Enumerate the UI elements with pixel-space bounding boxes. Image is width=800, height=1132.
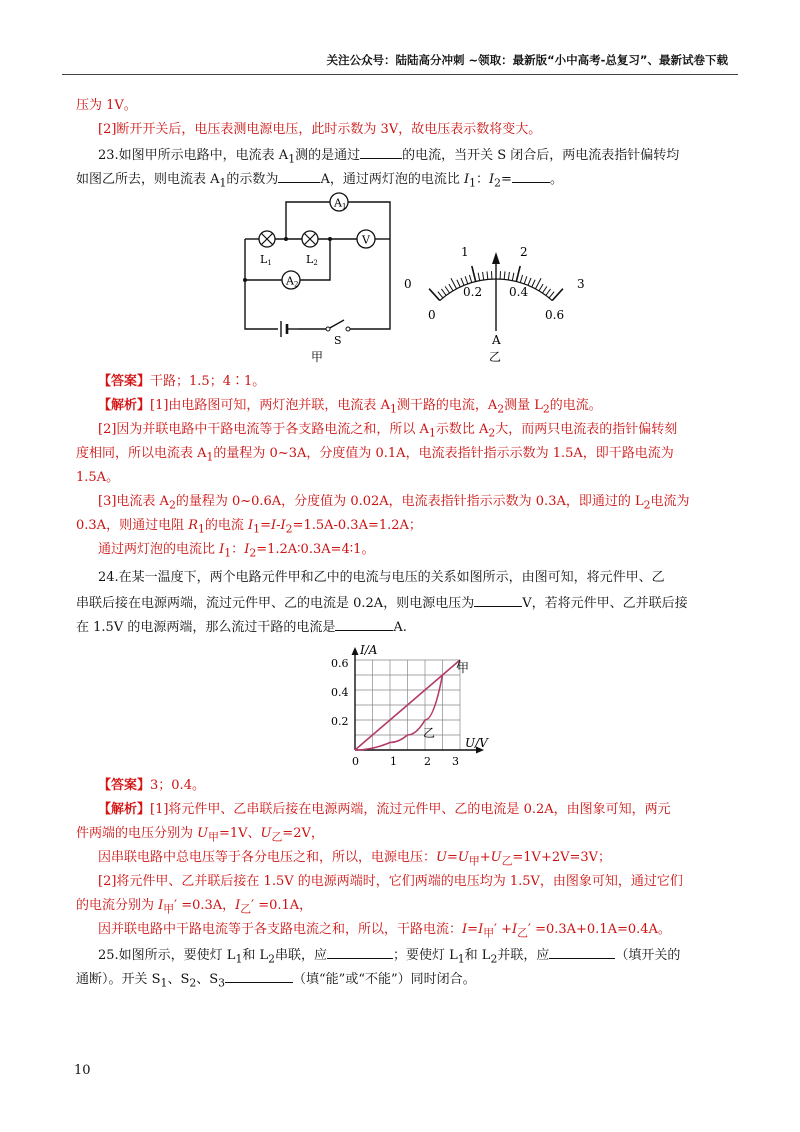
q24-analysis-2: 因串联电路中总电压等于各分电压之和，所以，电源电压：$U=U_甲+U_乙=1V+2V=3V$； (98, 850, 612, 868)
dial-tick (542, 286, 546, 293)
page-header: 关注公众号：陆陆高分冲刺 ~领取：最新版“小中高考-总复习”、最新试卷下载 (326, 53, 728, 67)
dial-tick (465, 276, 468, 284)
q23-analysis-3b: 0.3A，则通过电阻 $R_1$的电流 $I_1=I-I_2=1.5A-0.3A=1.2A$； (76, 518, 422, 536)
dial-tick (451, 278, 457, 289)
page-number: 10 (74, 1063, 91, 1078)
q25-line-1: 25.如图所示，要使灯 $L_1$和 $L_2$串联，应 ；要使灯 $L_1$和 $L_2$并联，应 （填开关的 (98, 948, 681, 966)
ammeter-A2-label: A2 (286, 274, 299, 289)
dial-tick (504, 271, 505, 279)
dial-bottom-1: 0.2 (463, 285, 483, 299)
dial-tick (508, 272, 509, 280)
dial-tick (445, 286, 449, 293)
dial-tick (528, 278, 531, 285)
dial-tick (520, 275, 522, 283)
prev-line-2: [2]断开开关后，电压表测电源电压，此时示数为 3V，故电压表示数将变大。 (98, 122, 542, 137)
junction-dot (243, 278, 247, 282)
q24-analysis-3a: [2]将元件甲、乙并联后接在 1.5V 的电源两端时，它们两端的电压均为 1.5V，由图象可知，通过它们 (98, 874, 683, 889)
dial-tick (512, 273, 514, 281)
circuit-diagram (245, 202, 390, 337)
prev-line-1: 压为 1V。 (76, 98, 137, 113)
dial-tick (472, 266, 476, 282)
dial-tick (535, 278, 541, 289)
caption-jia: 甲 (311, 350, 324, 364)
dial-tick (457, 280, 460, 287)
lamp-L1-icon (259, 231, 275, 247)
q24-analysis-1a: 【解析】[1]将元件甲、乙串联后接在电源两端，流过元件甲、乙的电流是 0.2A，由图象可知，两元 (98, 802, 671, 817)
q23-analysis-2a: [2]因为并联电路中干路电流等于各支路电流之和，所以 $A_1$示数比 $A_2$大，而两只电流表的指针偏转刻 (98, 422, 678, 440)
graph-ytick-0.2: 0.2 (331, 715, 349, 728)
switch-label: S (334, 334, 342, 347)
q23-blank-2[interactable] (278, 170, 320, 183)
graph-xtick-0: 0 (352, 755, 359, 768)
dial-tick (524, 276, 527, 284)
dial-top-3: 3 (577, 277, 585, 291)
q24-blank-1[interactable] (474, 594, 522, 607)
dial-bottom-2: 0.4 (509, 285, 529, 299)
graph-xtick-2: 2 (424, 755, 431, 768)
graph-label-jia: 甲 (457, 661, 470, 675)
q24-iu-graph (320, 638, 510, 773)
lamp-L2-icon (302, 231, 318, 247)
q25-blank-3[interactable] (225, 970, 293, 983)
q25-blank-2[interactable] (549, 946, 615, 959)
dial-tick (549, 292, 554, 298)
q23-line-2: 如图乙所去，则电流表 $A_1$的示数为 A，通过两灯泡的电流比 $I_1$：$I_2=$ 。 (76, 172, 563, 190)
dial-top-1: 1 (461, 245, 469, 259)
q24-analysis-4: 因并联电路中干路电流等于各支路电流之和，所以，干路电流：$I=I_甲' +I_乙' =0.3A+0.1A=0.4A$。 (98, 922, 671, 940)
dial-tick (483, 272, 484, 280)
lamp-L2-label: L2 (306, 253, 318, 267)
q23-answer: 【答案】干路；1.5；4∶1。 (98, 374, 266, 389)
switch-contact (346, 327, 350, 331)
q23-analysis-3a: [3]电流表 $A_2$的量程为 0~0.6A，分度值为 0.02A，电流表指针指示示数为 0.3A，即通过的 $L_2$电流为 (98, 494, 690, 512)
dial-tick (449, 284, 453, 291)
lamp-L1-label: L1 (260, 253, 272, 267)
q24-answer: 【答案】3；0.4。 (98, 778, 205, 793)
junction-dot (284, 237, 288, 241)
graph-xlabel: U/V (465, 736, 488, 750)
dial-top-2: 2 (520, 245, 528, 259)
header-rule (62, 74, 738, 75)
dial-tick (469, 275, 471, 283)
caption-yi: 乙 (489, 350, 502, 364)
q25-blank-1[interactable] (327, 946, 393, 959)
junction-dot (328, 237, 332, 241)
graph-xtick-1: 1 (390, 755, 397, 768)
q23-analysis-1: 【解析】[1]由电路图可知，两灯泡并联，电流表 $A_1$测干路的电流，$A_2$测量 $L_2$的电流。 (98, 398, 602, 416)
q23-analysis-4: 通过两灯泡的电流比 $I_1$：$I_2=1.2A∶0.3A=4∶1$。 (98, 542, 375, 560)
q25-line-2: 通断）。开关 $S_1$、$S_2$、$S_3$ （填“能”或“不能”）同时闭合。 (76, 972, 476, 990)
q23-line-1: 23.如图甲所示电路中，电流表 $A_1$测的是通过 的电流，当开关 S 闭合后，两电流表指针偏转均 (98, 148, 680, 166)
dial-tick (516, 266, 520, 282)
dial-bottom-3: 0.6 (545, 308, 565, 322)
voltmeter-label: V (362, 233, 370, 247)
dial-tick (546, 289, 551, 295)
dial-tick (487, 271, 488, 279)
q23-blank-3[interactable] (512, 170, 550, 183)
q23-figure (230, 188, 600, 368)
dial-bottom-0: 0 (428, 308, 436, 322)
q24-line-2: 串联后接在电源两端，流过元件甲、乙的电流是 0.2A，则电源电压为 V，若将元件甲、乙并联后接 (76, 596, 688, 611)
graph-y-arrow (352, 647, 359, 655)
dial-tick (532, 280, 535, 287)
dial-pointer-head (492, 252, 500, 264)
q24-blank-2[interactable] (335, 618, 393, 631)
q24-analysis-1b: 件两端的电压分别为 $U_甲=1V$、$U_乙=2V$， (76, 826, 324, 844)
dial-unit-label: A (492, 333, 501, 347)
dial-top-0: 0 (404, 277, 412, 291)
ammeter-A1-label: A1 (334, 196, 347, 211)
q24-analysis-3b: 的电流分别为 $I_甲' =0.3A$，$I_乙' =0.1A$， (76, 898, 313, 916)
dial-tick (438, 292, 443, 298)
dial-tick (478, 273, 480, 281)
dial-tick (552, 289, 563, 301)
graph-ytick-0.4: 0.4 (331, 686, 349, 699)
q24-line-3: 在 1.5V 的电源两端，那么流过干路的电流是 A. (76, 620, 407, 635)
q24-line-1: 24.在某一温度下，两个电路元件甲和乙中的电流与电压的关系如图所示，由图可知，将元件甲、乙 (98, 570, 665, 585)
switch-pivot (326, 327, 330, 331)
dial-tick (429, 289, 440, 301)
q23-analysis-2b: 度相同，所以电流表 $A_1$的量程为 0~3A，分度值为 0.1A，电流表指针指示示数为 1.5A，即干路电流为 (76, 446, 674, 464)
q23-analysis-2c: 1.5A。 (76, 470, 120, 485)
graph-xtick-3: 3 (452, 755, 459, 768)
graph-ytick-0.6: 0.6 (331, 657, 349, 670)
graph-ylabel: I/A (360, 643, 378, 657)
q23-blank-1[interactable] (360, 146, 402, 159)
dial-tick (539, 284, 543, 291)
dial-tick (441, 289, 446, 295)
graph-label-yi: 乙 (423, 726, 436, 740)
